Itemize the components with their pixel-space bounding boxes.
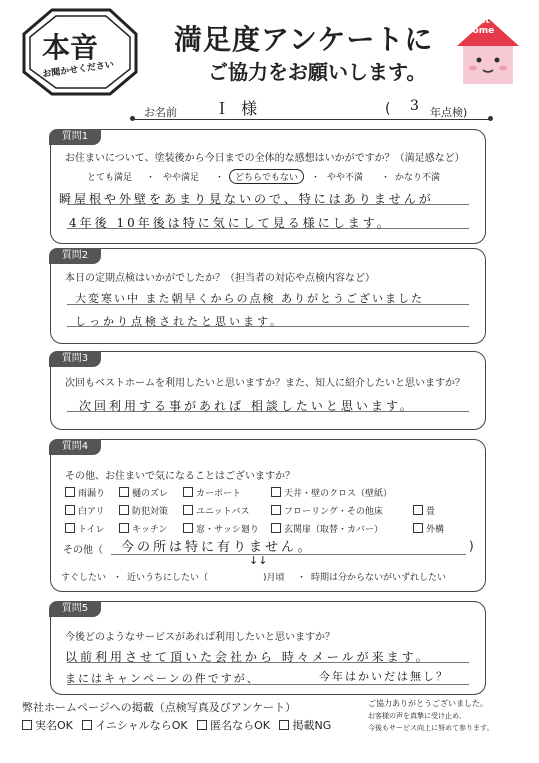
check-security[interactable]: 防犯対策 [119,504,168,517]
thanks-line-1: ご協力ありがとうございました。 [368,699,488,708]
q1-option-very-satisfied[interactable]: とても満足 [87,173,133,183]
q2-answer-line-2: しっかり点検されたと思います。 [75,315,285,328]
thanks-line-2: お客様の声を真摯に受け止め、 [368,712,466,720]
other-label: その他（ [63,545,103,556]
q1-answer-line-1: 瞬屋根や外壁をあまり見ないので、特にはありませんが [59,192,434,206]
q1-option-neutral-selected[interactable]: どちらでもない [229,169,304,184]
question-3-tag: 質問3 [49,351,101,367]
timing-month[interactable]: )月頃 [263,573,285,583]
logo-text-best: Best [467,16,490,26]
arrow-down-icon: ↓↓ [249,554,268,567]
question-3-box [50,351,486,430]
check-flooring[interactable]: フローリング・その他床 [271,504,383,517]
question-4-box [50,439,486,592]
check-termite[interactable]: 白アリ [65,504,105,517]
other-answer[interactable]: 今の所は特に有りません。 [121,540,314,555]
timing-separator: ・ [297,573,307,583]
check-window[interactable]: 窓・サッシ廻り [183,522,259,535]
publish-anonymous-option[interactable]: 匿名ならOK [197,719,270,732]
check-unit-bath[interactable]: ユニットバス [183,504,249,517]
q5-answer-line-2b: 今年はかいだは無し？ [319,670,449,683]
timing-soon[interactable]: すぐしたい [61,573,107,583]
stamp-title: 本音 [42,31,99,64]
q1-option-very-dissatisfied[interactable]: かなり不満 [395,173,441,183]
timing-someday[interactable]: 時期は分からないがいずれしたい [311,573,447,583]
question-2-tag: 質問2 [49,248,101,264]
timing-separator: ・ [113,573,123,583]
page-subtitle: ご協力をお願いします。 [208,60,427,84]
q1-separator: ・ [311,173,321,183]
question-4-tag: 質問4 [49,439,101,455]
name-dot-left [130,116,135,121]
q2-answer-line-1: 大変寒い中 また朝早くからの点検 ありがとうございました [75,292,424,305]
question-5-tag: 質問5 [49,601,101,617]
question-1-box [50,129,486,244]
check-tatami[interactable]: 畳 [413,504,435,517]
publish-ng-option[interactable]: 掲載NG [279,719,331,732]
check-entrance-door[interactable]: 玄関扉（取替・カバー） [271,522,383,535]
year-value: 3 [410,98,422,114]
check-toilet[interactable]: トイレ [65,522,105,535]
question-3-text: 次回もベストホームを利用したいと思いますか？また、知人に紹介したいと思いますか？ [65,378,465,389]
q1-separator: ・ [381,173,391,183]
check-exterior[interactable]: 外構 [413,522,444,535]
question-5-box [50,601,486,695]
q1-separator: ・ [215,173,225,183]
q3-answer-line-1: 次回利用する事があれば 相談したいと思います。 [79,399,415,413]
question-2-box [50,248,486,344]
name-label: お名前 [144,106,177,119]
year-paren: ( [385,101,391,117]
other-close-paren: ) [469,539,474,553]
q1-separator: ・ [146,173,156,183]
q1-answer-line-2: 4年後 10年後は特に気にして見る様にします。 [69,216,392,230]
name-dot-right [488,116,493,121]
thanks-line-3: 今後もサービス向上に努めて参ります。 [368,724,494,732]
question-5-text: 今後どのようなサービスがあれば利用したいと思いますか？ [65,632,335,643]
stamp-subtitle: お聞かせください [41,60,115,80]
publish-initial-option[interactable]: イニシャルならOK [82,719,187,732]
q5-answer-line-1: 以前利用させて頂いた会社から 時々メールが来ます。 [65,650,431,664]
timing-near[interactable]: 近いうちにしたい（ [127,573,209,583]
q1-option-satisfied[interactable]: やや満足 [163,173,200,183]
q1-option-dissatisfied[interactable]: やや不満 [327,173,364,183]
check-carport[interactable]: カーポート [183,486,241,499]
logo-text-home: Home [465,26,495,36]
check-leak[interactable]: 雨漏り [65,486,105,499]
page-title: 満足度アンケートに [174,23,434,56]
name-value: Ｉ 様 [214,99,261,118]
publish-real-name-option[interactable]: 実名OK [22,719,73,732]
question-1-text: お住まいについて、塗装後から今日までの全体的な感想はいかがですか？（満足感など） [65,153,465,164]
question-2-text: 本日の定期点検はいかがでしたか？（担当者の対応や点検内容など） [65,273,375,284]
question-4-text: その他、お住まいで気になることはございますか？ [65,471,295,482]
check-gutter[interactable]: 樋のズレ [119,486,168,499]
question-1-tag: 質問1 [49,129,101,145]
check-wallpaper[interactable]: 天井・壁のクロス（壁紙） [271,486,392,499]
check-kitchen[interactable]: キッチン [119,522,167,535]
publish-options [22,717,331,733]
year-suffix: 年点検) [430,106,468,119]
q5-answer-line-2a: まにはキャンペーンの件ですが、 [65,672,260,685]
publish-title: 弊社ホームページへの掲載（点検写真及びアンケート） [22,701,297,714]
